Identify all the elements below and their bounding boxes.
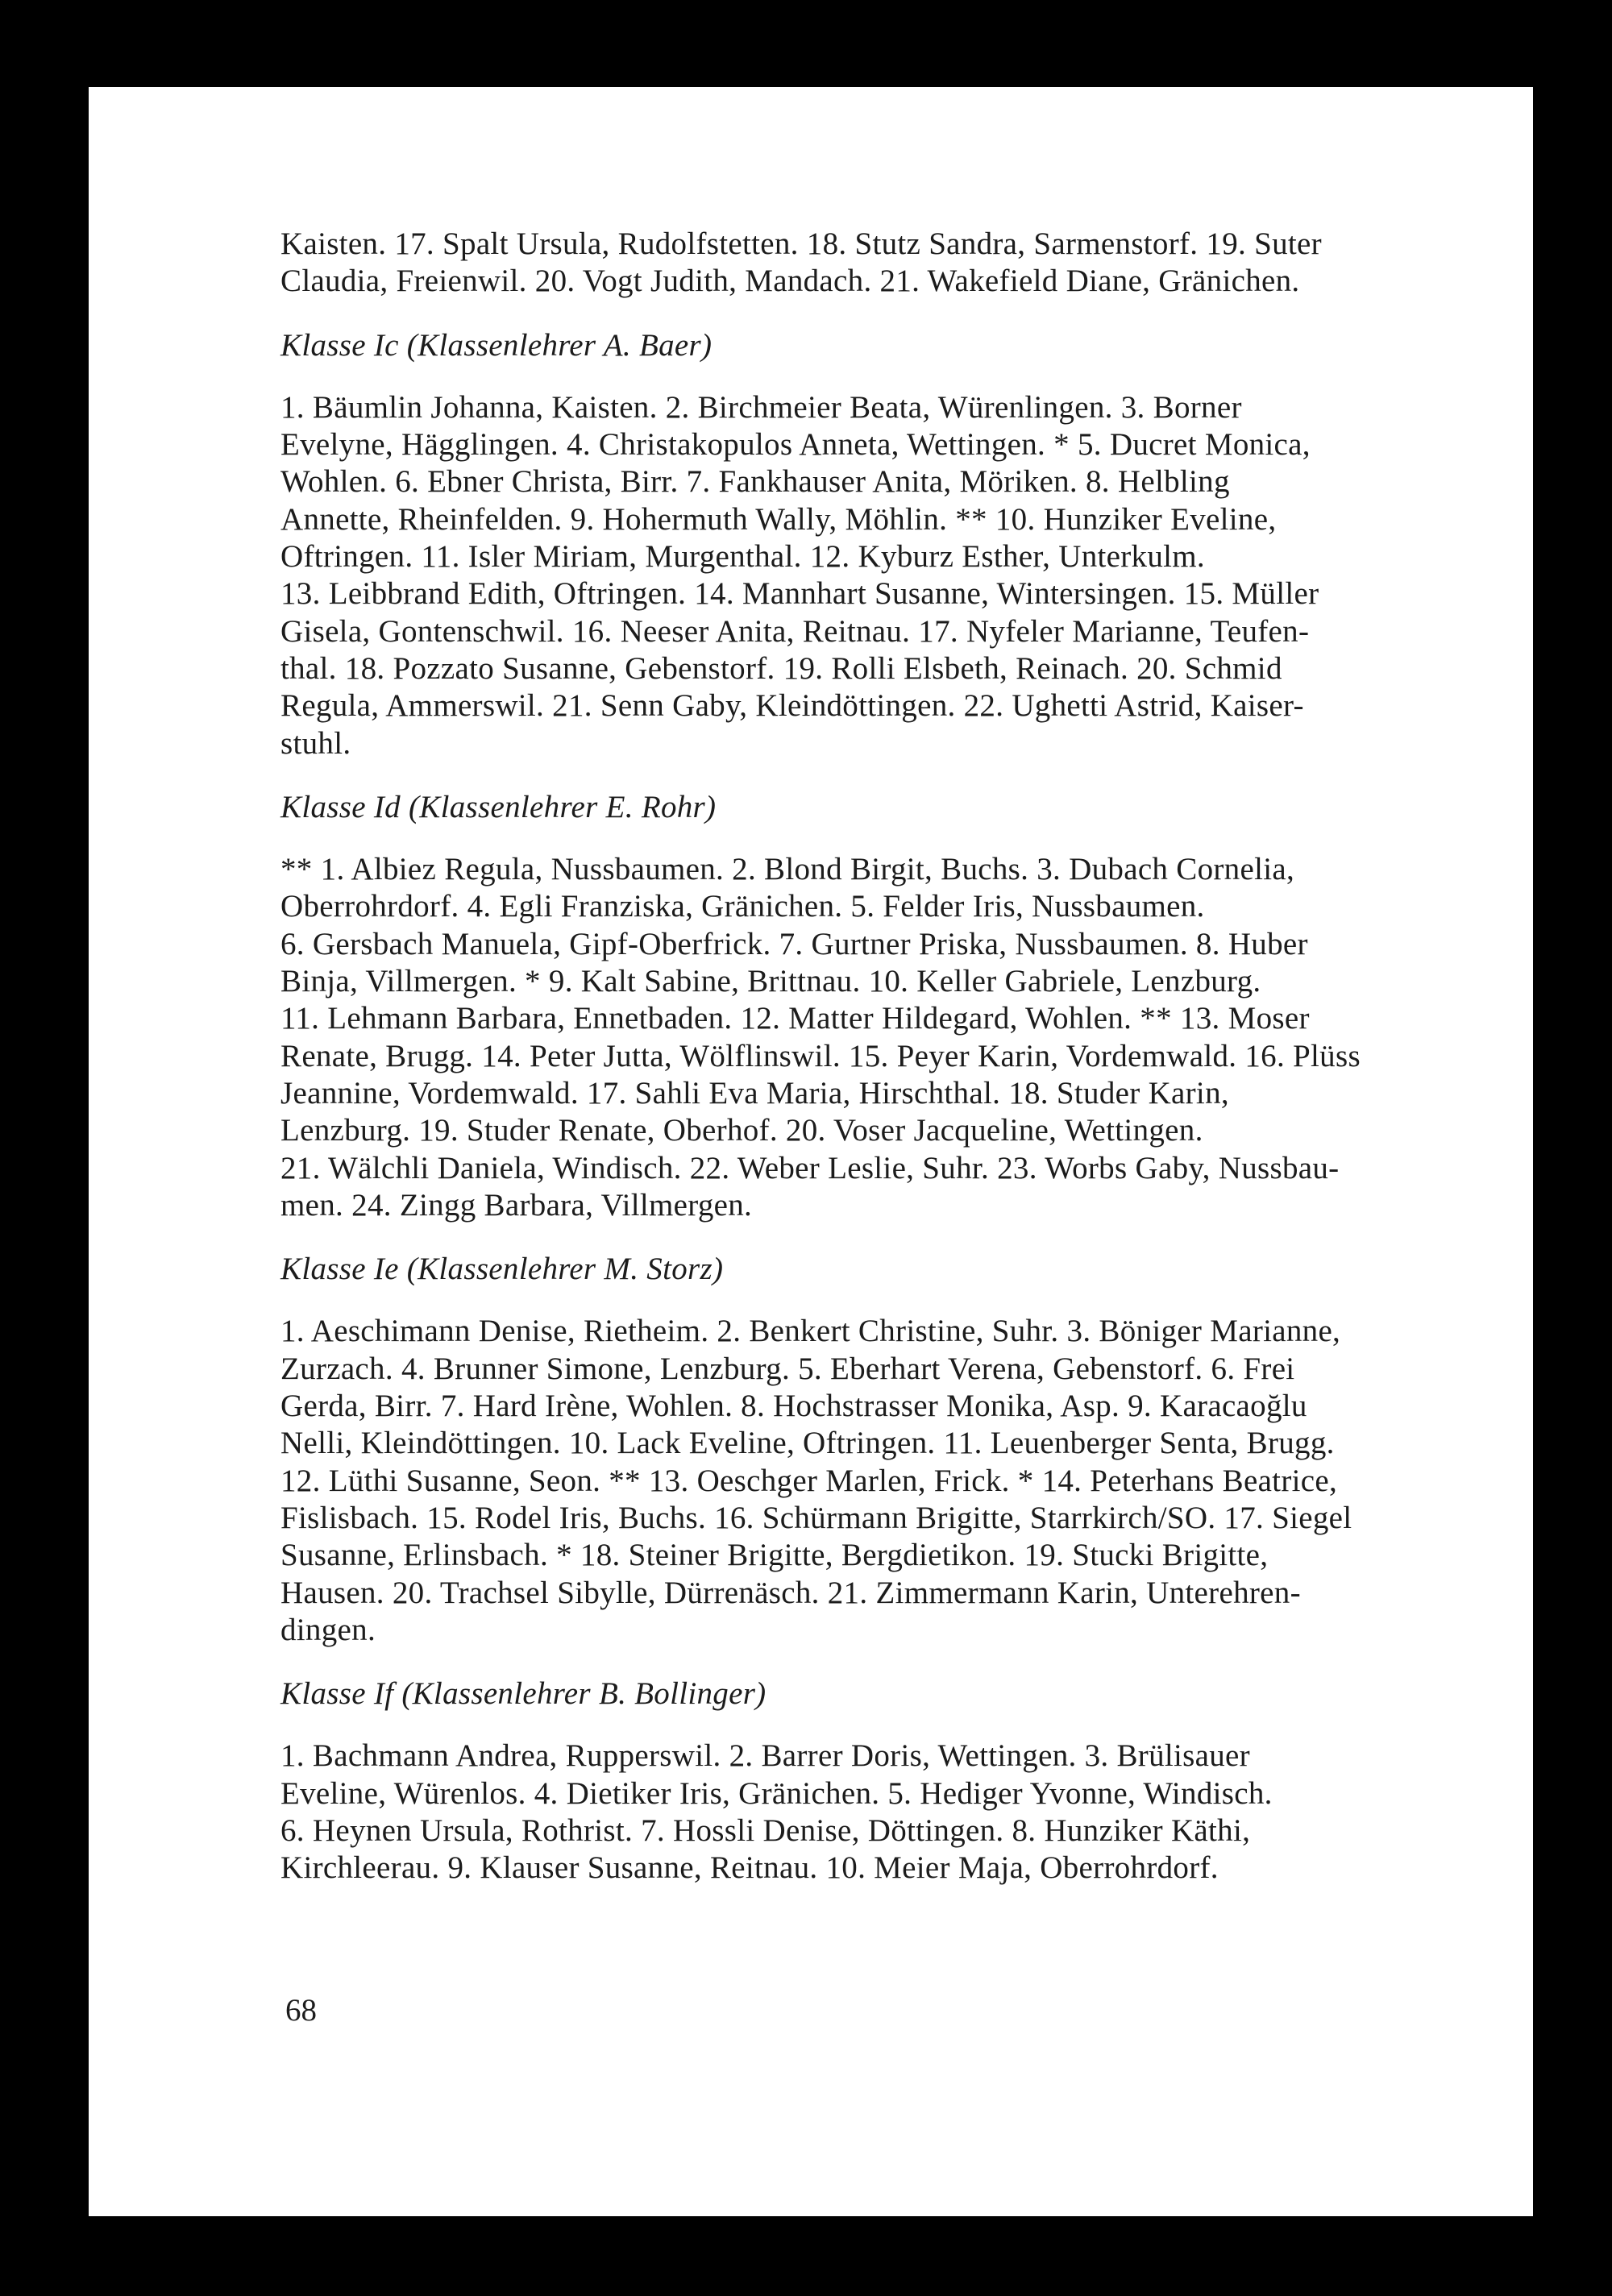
text-line: 11. Lehmann Barbara, Ennetbaden. 12. Matter Hildegard, Wohlen. ** 13. Moser [280, 1001, 1310, 1036]
section-heading-ie: Klasse Ie (Klassenlehrer M. Storz) [280, 1252, 724, 1287]
text-line: Kirchleerau. 9. Klauser Susanne, Reitnau. 10. Meier Maja, Oberrohrdorf. [280, 1850, 1219, 1886]
text-line: Gerda, Birr. 7. Hard Irène, Wohlen. 8. Hochstrasser Monika, Asp. 9. Karacaoğlu [280, 1389, 1307, 1424]
text-line: Eveline, Würenlos. 4. Dietiker Iris, Gränichen. 5. Hediger Yvonne, Windisch. [280, 1775, 1273, 1811]
section-paragraph-if [280, 1738, 1546, 1887]
text-line: Lenzburg. 19. Studer Renate, Oberhof. 20. Voser Jacqueline, Wettingen. [280, 1113, 1203, 1148]
text-line: stuhl. [280, 725, 351, 761]
document-page [89, 87, 1533, 2216]
text-line: Claudia, Freienwil. 20. Vogt Judith, Mandach. 21. Wakefield Diane, Gränichen. [280, 264, 1300, 299]
continuation-paragraph [280, 226, 1546, 301]
text-line: Oftringen. 11. Isler Miriam, Murgenthal. 12. Kyburz Esther, Unterkulm. [280, 539, 1205, 575]
text-line: Hausen. 20. Trachsel Sibylle, Dürrenäsch. 21. Zimmermann Karin, Unterehren- [280, 1575, 1301, 1610]
section-paragraph-ic [280, 389, 1546, 762]
text-line: ** 1. Albiez Regula, Nussbaumen. 2. Blond Birgit, Buchs. 3. Dubach Cornelia, [280, 852, 1295, 887]
text-line: Fislisbach. 15. Rodel Iris, Buchs. 16. Schürmann Brigitte, Starrkirch/SO. 17. Siegel [280, 1500, 1352, 1535]
text-line: Binja, Villmergen. * 9. Kalt Sabine, Brittnau. 10. Keller Gabriele, Lenzburg. [280, 964, 1261, 999]
text-line: Renate, Brugg. 14. Peter Jutta, Wölflinswil. 15. Peyer Karin, Vordemwald. 16. Plüss [280, 1038, 1361, 1073]
text-line: Jeannine, Vordemwald. 17. Sahli Eva Maria, Hirschthal. 18. Studer Karin, [280, 1075, 1229, 1111]
section-heading-id: Klasse Id (Klassenlehrer E. Rohr) [280, 789, 717, 824]
text-line: Regula, Ammerswil. 21. Senn Gaby, Kleindöttingen. 22. Ughetti Astrid, Kaiser- [280, 688, 1304, 724]
text-line: Zurzach. 4. Brunner Simone, Lenzburg. 5. Eberhart Verena, Gebenstorf. 6. Frei [280, 1351, 1295, 1386]
section-paragraph-id [280, 851, 1546, 1224]
text-line: 13. Leibbrand Edith, Oftringen. 14. Mannhart Susanne, Wintersingen. 15. Müller [280, 576, 1319, 612]
text-line: thal. 18. Pozzato Susanne, Gebenstorf. 19. Rolli Elsbeth, Reinach. 20. Schmid [280, 650, 1282, 686]
page-content [280, 226, 1546, 1887]
section-heading-ic: Klasse Ic (Klassenlehrer A. Baer) [280, 327, 713, 363]
page-number: 68 [285, 1993, 317, 2028]
text-line: 21. Wälchli Daniela, Windisch. 22. Weber Leslie, Suhr. 23. Worbs Gaby, Nussbau- [280, 1150, 1340, 1185]
text-line: 6. Gersbach Manuela, Gipf-Oberfrick. 7. Gurtner Priska, Nussbaumen. 8. Huber [280, 926, 1308, 961]
text-line: 1. Bachmann Andrea, Rupperswil. 2. Barrer Doris, Wettingen. 3. Brülisauer [280, 1738, 1250, 1774]
section-paragraph-ie [280, 1313, 1546, 1649]
text-line: dingen. [280, 1612, 376, 1647]
text-line: Nelli, Kleindöttingen. 10. Lack Eveline, Oftringen. 11. Leuenberger Senta, Brugg. [280, 1426, 1335, 1461]
text-line: Kaisten. 17. Spalt Ursula, Rudolfstetten. 18. Stutz Sandra, Sarmenstorf. 19. Suter [280, 226, 1322, 261]
text-line: 1. Aeschimann Denise, Rietheim. 2. Benkert Christine, Suhr. 3. Böniger Marianne, [280, 1314, 1341, 1349]
text-line: Annette, Rheinfelden. 9. Hohermuth Wally, Möhlin. ** 10. Hunziker Eveline, [280, 501, 1277, 537]
text-line: Evelyne, Hägglingen. 4. Christakopulos Anneta, Wettingen. * 5. Ducret Monica, [280, 427, 1311, 463]
text-line: Gisela, Gontenschwil. 16. Neeser Anita, Reitnau. 17. Nyfeler Marianne, Teufen- [280, 613, 1310, 649]
text-line: Susanne, Erlinsbach. * 18. Steiner Brigitte, Bergdietikon. 19. Stucki Brigitte, [280, 1538, 1269, 1573]
text-line: 12. Lüthi Susanne, Seon. ** 13. Oeschger Marlen, Frick. * 14. Peterhans Beatrice, [280, 1463, 1338, 1498]
text-line: Wohlen. 6. Ebner Christa, Birr. 7. Fankhauser Anita, Möriken. 8. Helbling [280, 464, 1230, 500]
text-line: men. 24. Zingg Barbara, Villmergen. [280, 1187, 753, 1223]
text-line: 6. Heynen Ursula, Rothrist. 7. Hossli Denise, Döttingen. 8. Hunziker Käthi, [280, 1812, 1251, 1848]
text-line: Oberrohrdorf. 4. Egli Franziska, Gränichen. 5. Felder Iris, Nussbaumen. [280, 889, 1205, 924]
section-heading-if: Klasse If (Klassenlehrer B. Bollinger) [280, 1676, 767, 1712]
text-line: 1. Bäumlin Johanna, Kaisten. 2. Birchmeier Beata, Würenlingen. 3. Borner [280, 389, 1242, 425]
